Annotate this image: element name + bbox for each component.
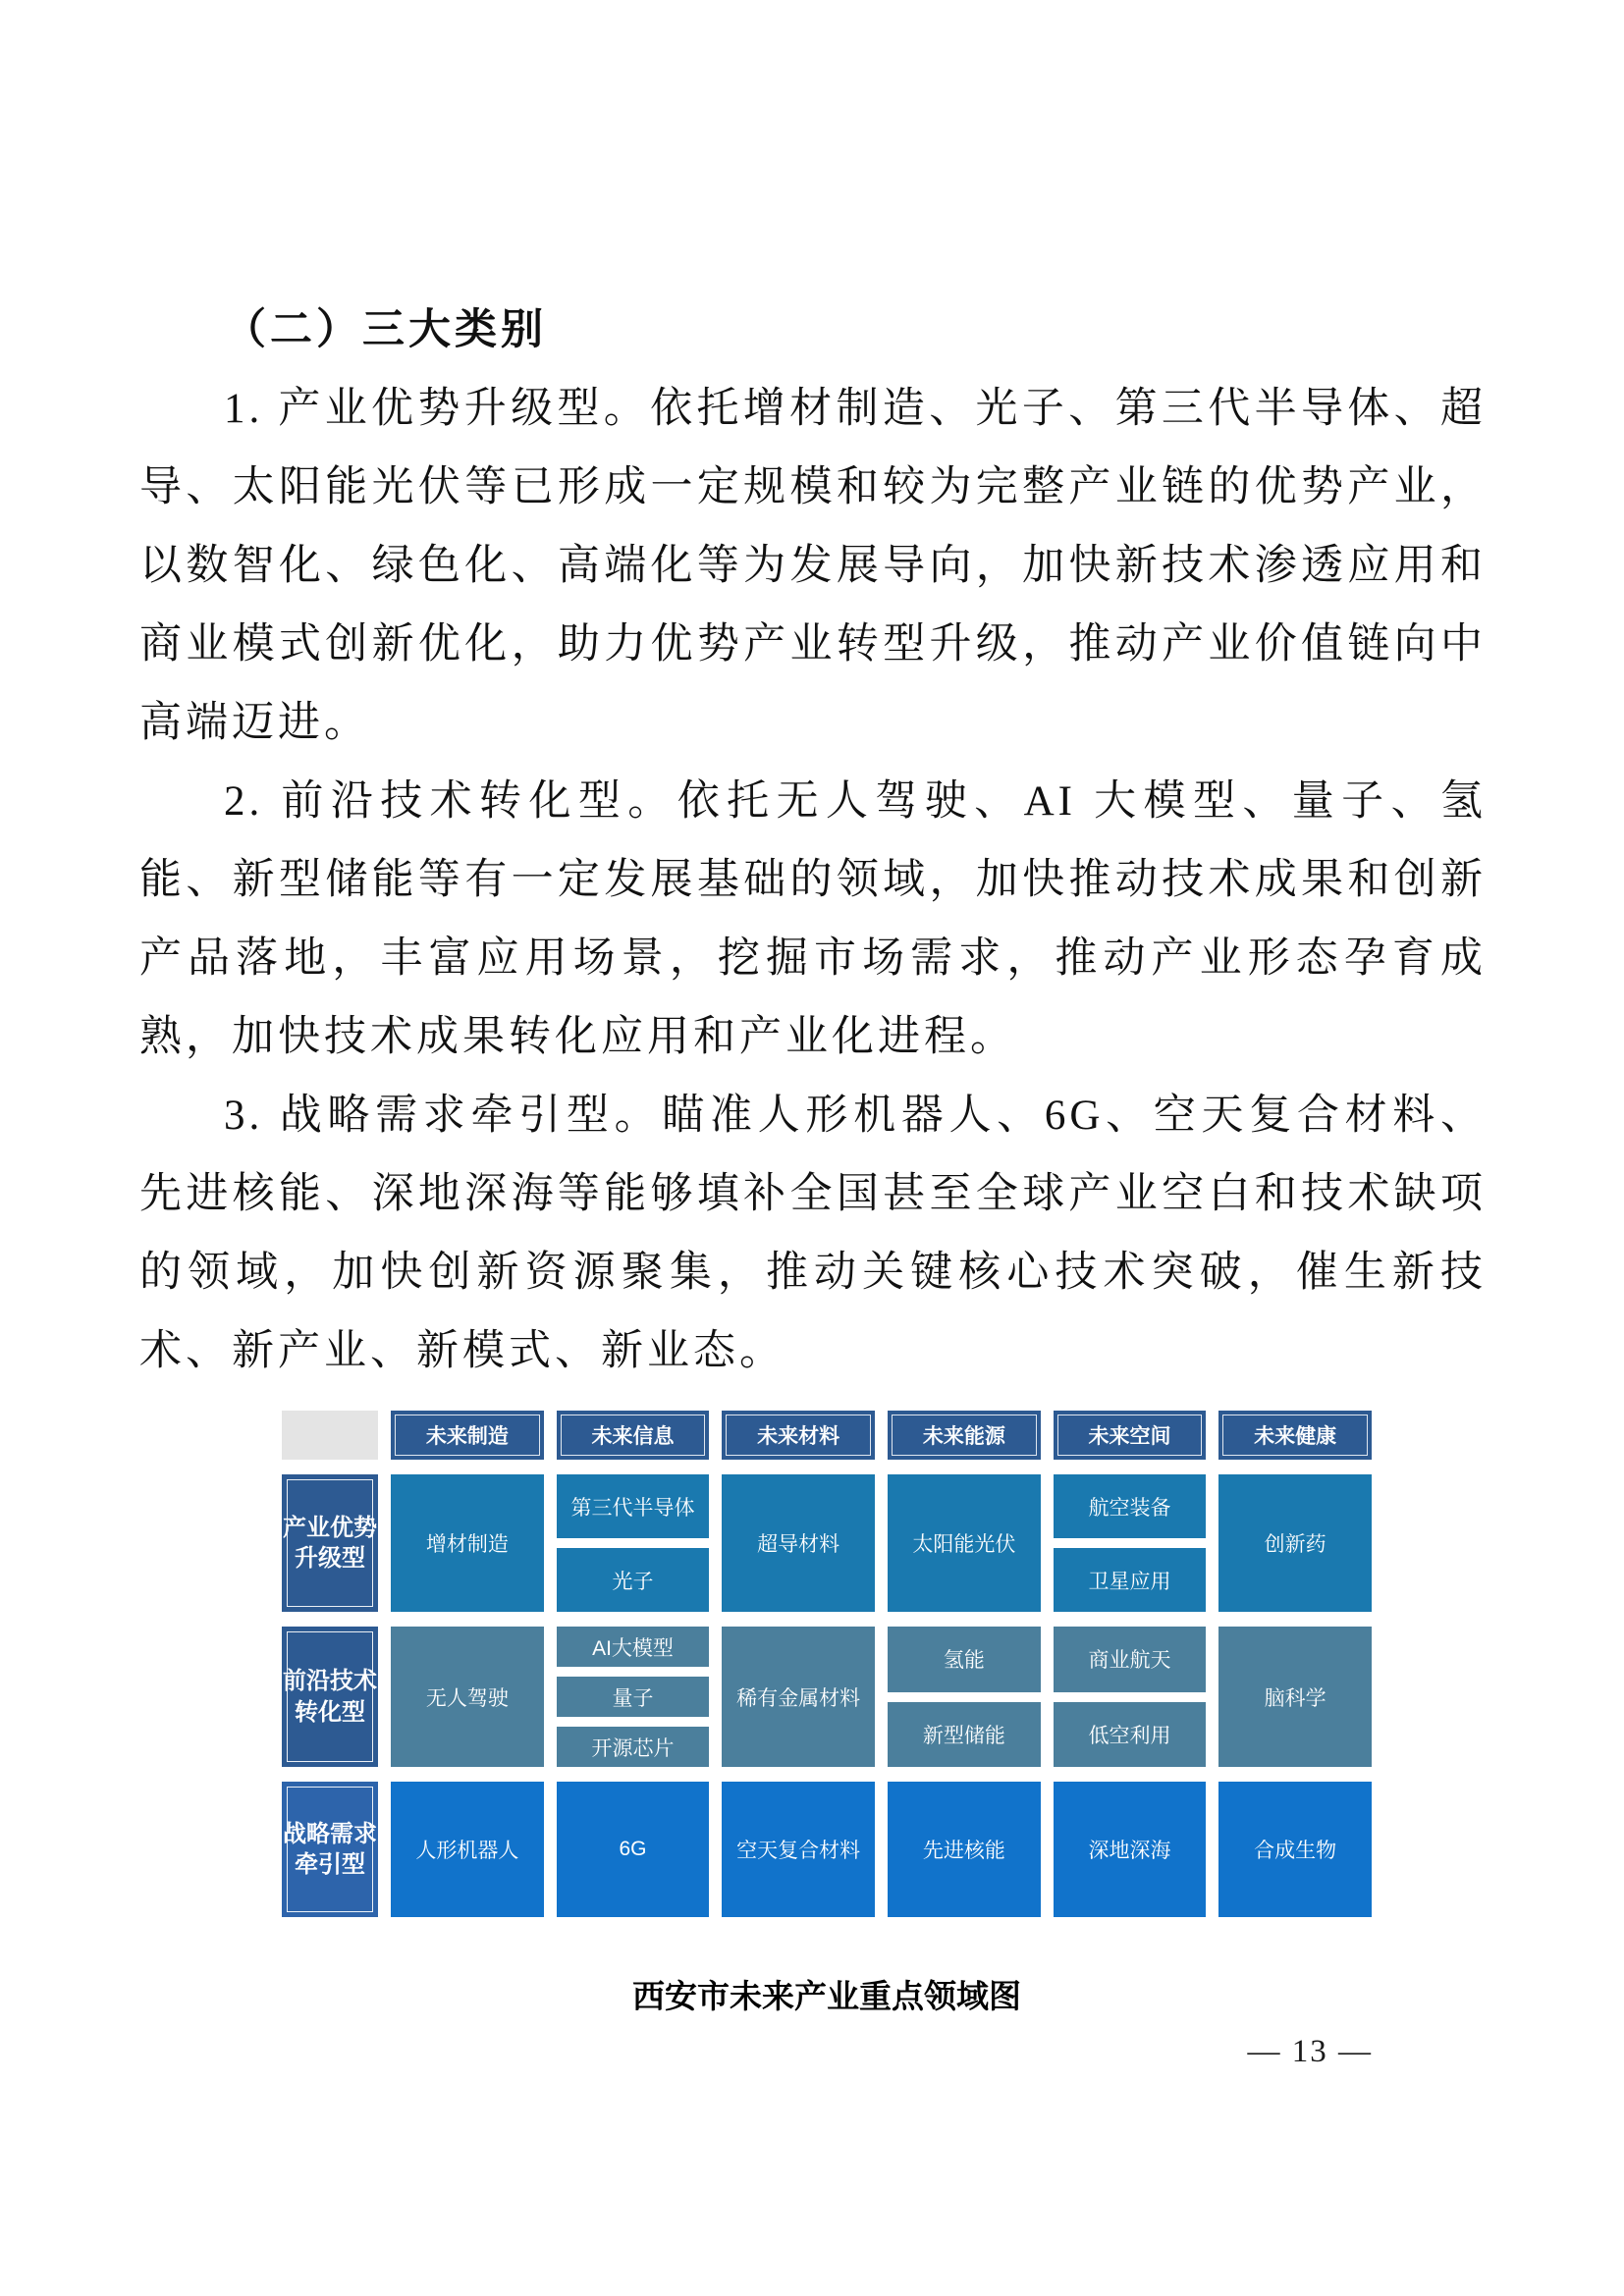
row-label-line-2: 转化型	[295, 1698, 365, 1726]
row-label-strategic-demand-driven	[282, 1782, 378, 1917]
cell-ai-large-models: AI大模型	[557, 1627, 710, 1667]
cell-label: 创新药	[1218, 1474, 1372, 1612]
cell-solar-pv	[888, 1474, 1041, 1612]
paragraph-frontier-tech: 2. 前沿技术转化型。依托无人驾驶、AI 大模型、量子、氢能、新型储能等有一定发展基础的领域，加快推动技术成果和创新产品落地，丰富应用场景，挖掘市场需求，推动产业形态孕育成熟，加快技术成果转化应用和产业化进程。	[139, 778, 1487, 1060]
cell-third-gen-semiconductor: 第三代半导体	[557, 1474, 710, 1538]
column-header-future-space: 未来空间	[1054, 1411, 1207, 1460]
cell-commercial-space: 商业航天	[1054, 1627, 1207, 1692]
cell-synthetic-biology	[1218, 1782, 1372, 1917]
cell-satellite-applications: 卫星应用	[1054, 1548, 1207, 1612]
cell-semiconductor-photonics	[557, 1474, 710, 1612]
page-number: — 13 —	[1247, 2034, 1373, 2069]
cell-additive-manufacturing	[391, 1474, 544, 1612]
cell-hydrogen-storage	[888, 1627, 1041, 1767]
cell-aerospace-composite-materials	[722, 1782, 875, 1917]
paragraph-industry-advantage: 1. 产业优势升级型。依托增材制造、光子、第三代半导体、超导、太阳能光伏等已形成一定规模和较为完整产业链的优势产业，以数智化、绿色化、高端化等为发展导向，加快新技术渗透应用和商业模式创新优化，助力优势产业转型升级，推动产业价值链向中高端迈进。	[139, 386, 1487, 746]
cell-label: 无人驾驶	[391, 1627, 544, 1767]
row-label-line-2: 升级型	[295, 1545, 365, 1572]
cell-humanoid-robots	[391, 1782, 544, 1917]
cell-label: 6G	[557, 1782, 710, 1917]
cell-new-energy-storage: 新型储能	[888, 1702, 1041, 1768]
row-label-line-1: 前沿技术	[283, 1668, 377, 1695]
cell-label: 稀有金属材料	[722, 1627, 875, 1767]
cell-label: 人形机器人	[391, 1782, 544, 1917]
row-label-line-2: 牵引型	[295, 1851, 365, 1878]
cell-quantum: 量子	[557, 1677, 710, 1717]
cell-advanced-nuclear	[888, 1782, 1041, 1917]
row-label-line-1: 战略需求	[283, 1820, 377, 1847]
cell-label: 空天复合材料	[722, 1782, 875, 1917]
cell-ai-quantum-chips	[557, 1627, 710, 1767]
cell-deep-earth-deep-sea	[1054, 1782, 1207, 1917]
cell-label: 太阳能光伏	[888, 1474, 1041, 1612]
cell-photonics: 光子	[557, 1548, 710, 1612]
cell-innovative-drugs	[1218, 1474, 1372, 1612]
cell-label: 深地深海	[1054, 1782, 1207, 1917]
cell-label: 超导材料	[722, 1474, 875, 1612]
cell-brain-science	[1218, 1627, 1372, 1767]
column-header-future-health: 未来健康	[1218, 1411, 1372, 1460]
cell-open-source-chips: 开源芯片	[557, 1727, 710, 1767]
row-label-line-1: 产业优势	[283, 1514, 377, 1541]
figure-caption: 西安市未来产业重点领域图	[632, 1978, 1021, 2014]
cell-aerospace-equipment: 航空装备	[1054, 1474, 1207, 1538]
cell-label: 先进核能	[888, 1782, 1041, 1917]
industry-table	[282, 1411, 1372, 1917]
cell-autonomous-driving	[391, 1627, 544, 1767]
cell-rare-metal-materials	[722, 1627, 875, 1767]
cell-low-altitude-utilization: 低空利用	[1054, 1702, 1207, 1768]
cell-label: 脑科学	[1218, 1627, 1372, 1767]
paragraph-strategic-demand: 3. 战略需求牵引型。瞄准人形机器人、6G、空天复合材料、先进核能、深地深海等能够填补全国甚至全球产业空白和技术缺项的领域，加快创新资源聚集，推动关键核心技术突破，催生新技术、新产业、新模式、新业态。	[139, 1093, 1487, 1374]
row-label-frontier-tech-transformation	[282, 1627, 378, 1767]
cell-label: 增材制造	[391, 1474, 544, 1612]
column-header-future-manufacturing: 未来制造	[391, 1411, 544, 1460]
row-label-industry-advantage-upgrade	[282, 1474, 378, 1612]
cell-hydrogen-energy: 氢能	[888, 1627, 1041, 1692]
column-header-future-materials: 未来材料	[722, 1411, 875, 1460]
table-corner-empty-cell	[282, 1411, 378, 1460]
cell-label: 合成生物	[1218, 1782, 1372, 1917]
column-header-future-energy: 未来能源	[888, 1411, 1041, 1460]
section-heading: （二）三大类别	[224, 307, 547, 353]
document-body	[139, 292, 1487, 1391]
column-header-future-information: 未来信息	[557, 1411, 710, 1460]
cell-aviation-satellite	[1054, 1474, 1207, 1612]
cell-commercial-space-low-altitude	[1054, 1627, 1207, 1767]
cell-6g	[557, 1782, 710, 1917]
cell-superconducting-materials	[722, 1474, 875, 1612]
